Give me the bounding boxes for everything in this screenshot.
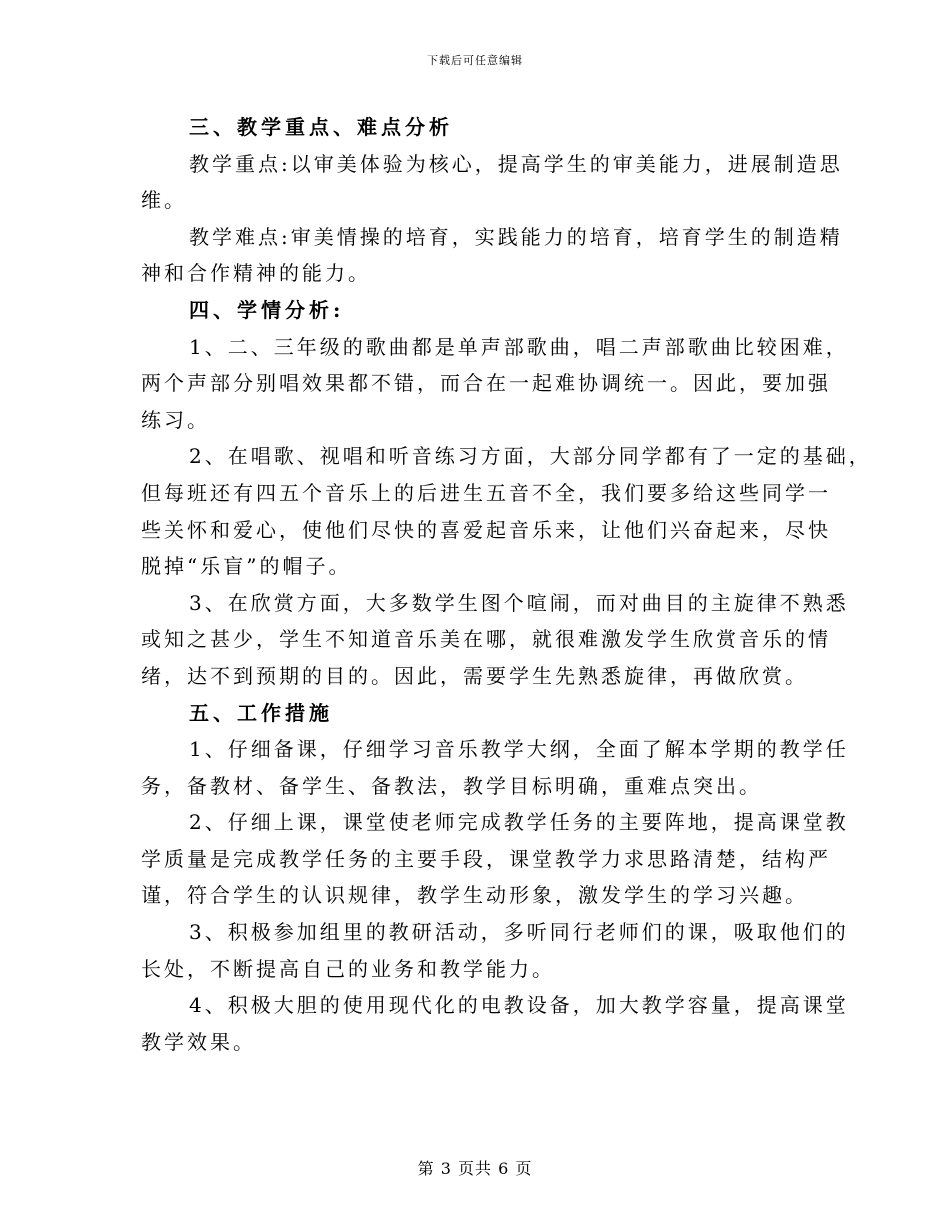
paragraph-line: 教学效果。	[141, 1029, 256, 1054]
paragraph-line: 长处，不断提高自己的业务和教学能力。	[141, 956, 555, 981]
paragraph-line: 教学重点:以审美体验为核心，提高学生的审美能力，进展制造思	[189, 151, 843, 176]
paragraph-line: 4、积极大胆的使用现代化的电教设备，加大教学容量，提高课堂	[189, 993, 849, 1018]
paragraph-line: 两个声部分别唱效果都不错，而合在一起难协调统一。因此，要加强	[141, 371, 831, 396]
paragraph-line: 学质量是完成教学任务的主要手段，课堂教学力求思路清楚，结构严	[141, 846, 831, 871]
paragraph-line: 2、仔细上课，课堂使老师完成教学任务的主要阵地，提高课堂教	[189, 810, 849, 835]
paragraph-line: 绪，达不到预期的目的。因此，需要学生先熟悉旋律，再做欣赏。	[141, 663, 808, 688]
paragraph-line: 些关怀和爱心，使他们尽快的喜爱起音乐来，让他们兴奋起来，尽快	[141, 517, 831, 542]
paragraph-line: 1、仔细备课，仔细学习音乐教学大纲，全面了解本学期的教学任	[189, 737, 849, 762]
paragraph-line: 或知之甚少，学生不知道音乐美在哪，就很难激发学生欣赏音乐的情	[141, 627, 831, 652]
paragraph-line: 维。	[141, 188, 187, 213]
paragraph-line: 但每班还有四五个音乐上的后进生五音不全，我们要多给这些同学一	[141, 480, 831, 505]
paragraph-line: 3、在欣赏方面，大多数学生图个喧闹，而对曲目的主旋律不熟悉	[189, 590, 849, 615]
page-number: 第 3 页共 6 页	[417, 1159, 533, 1178]
page-header: 下载后可任意编辑	[427, 54, 523, 67]
paragraph-line: 2、在唱歌、视唱和听音练习方面，大部分同学都有了一定的基础，	[189, 444, 872, 469]
paragraph-line: 1、二、三年级的歌曲都是单声部歌曲，唱二声部歌曲比较困难，	[189, 334, 849, 359]
section-heading-3: 三、教学重点、难点分析	[189, 115, 453, 139]
paragraph-line: 教学难点:审美情操的培育，实践能力的培育，培育学生的制造精	[189, 224, 843, 249]
section-heading-5: 五、工作措施	[189, 700, 333, 725]
paragraph-line: 3、积极参加组里的教研活动，多听同行老师们的课，吸取他们的	[189, 920, 849, 945]
section-heading-4: 四、学情分析:	[189, 297, 345, 322]
paragraph-line: 脱掉“乐盲”的帽子。	[141, 554, 352, 579]
paragraph-line: 练习。	[141, 407, 210, 432]
document-body	[141, 109, 872, 1060]
paragraph-line: 谨，符合学生的认识规律，教学生动形象，激发学生的学习兴趣。	[141, 883, 808, 908]
paragraph-line: 神和合作精神的能力。	[141, 261, 371, 286]
paragraph-line: 务，备教材、备学生、备教法，教学目标明确，重难点突出。	[141, 773, 762, 798]
